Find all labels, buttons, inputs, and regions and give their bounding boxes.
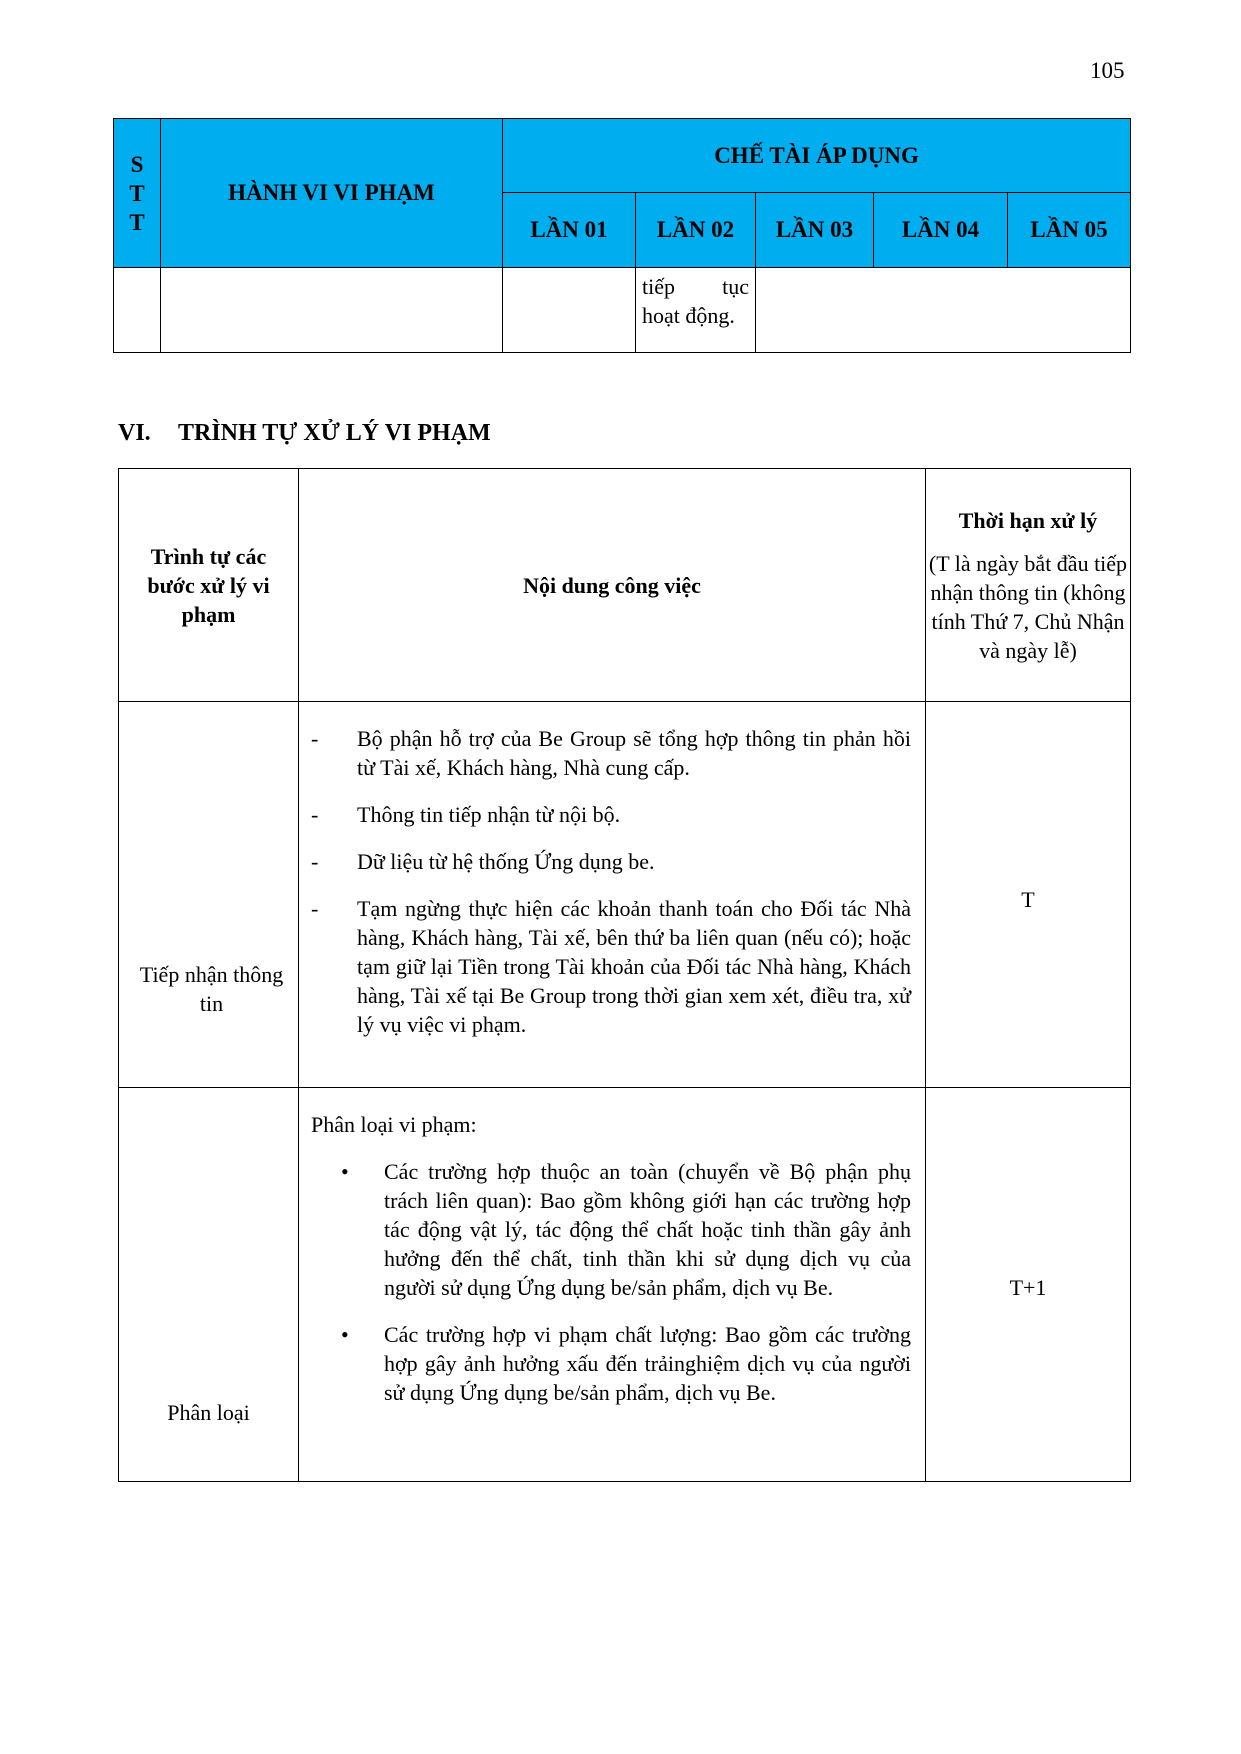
deadline-cell-receive [926, 702, 1131, 1088]
time-header-3: LẦN 03 [756, 193, 874, 268]
time-header-4: LẦN 04 [874, 193, 1008, 268]
time-header-1: LẦN 01 [503, 193, 636, 268]
lan02-text: tiếp tục hoạt động. [642, 274, 749, 328]
lan02-cell [636, 268, 756, 353]
section-title: TRÌNH TỰ XỬ LÝ VI PHẠM [178, 420, 491, 446]
section-heading [118, 420, 491, 447]
sanctions-table [113, 118, 1131, 353]
time-header-5: LẦN 05 [1008, 193, 1131, 268]
page-number: 105 [1090, 58, 1125, 83]
stt-cell [114, 268, 161, 353]
time-header-2: LẦN 02 [636, 193, 756, 268]
classify-intro: Phân loại vi phạm: [311, 1112, 477, 1137]
list-item: - Tạm ngừng thực hiện các khoản thanh toán cho Đối tác Nhà hàng, Khách hàng, Tài xế, bên thứ ba liên quan (nếu có); hoặc tạm giữ lại Tiền trong Tài khoản của Đối tác Nhà hàng, Khách hàng, Tài xế tại Be Group trong thời gian xem xét, điều tra, xử lý vụ việc vi phạm. [311, 896, 911, 1037]
deadline-value: T [1021, 887, 1035, 912]
list-item: • Các trường hợp thuộc an toàn (chuyển về Bộ phận phụ trách liên quan): Bao gồm không giới hạn các trường hợp tác động vật lý, tác động thể chất hoặc tinh thần gây ảnh hưởng đến thể chất, tinh thần khi sử dụng dịch vụ của người sử dụng Ứng dụng be/sản phẩm, dịch vụ Be. [341, 1159, 911, 1300]
deadline-note: (T là ngày bắt đầu tiếp nhận thông tin (không tính Thứ 7, Chủ Nhận và ngày lễ) [928, 550, 1128, 663]
list-item: - Dữ liệu từ hệ thống Ứng dụng be. [311, 849, 655, 874]
step-cell-receive [119, 702, 299, 1088]
step-label: Tiếp nhận thông tin [139, 962, 284, 1016]
deadline-header [926, 469, 1131, 702]
step-cell-classify [119, 1088, 299, 1482]
content-cell-receive [299, 702, 926, 1088]
violation-cell [161, 268, 503, 353]
list-item: • Các trường hợp vi phạm chất lượng: Bao gồm các trường hợp gây ảnh hưởng xấu đến trảinghiệm dịch vụ của người sử dụng Ứng dụng be/sản phẩm, dịch vụ Be. [341, 1322, 911, 1405]
violation-header: HÀNH VI VI PHẠM [161, 119, 503, 268]
sanctions-header: CHẾ TÀI ÁP DỤNG [503, 119, 1131, 193]
deadline-title: Thời hạn xử lý [958, 507, 1098, 533]
content-cell-classify [299, 1088, 926, 1482]
section-number: VI. [118, 420, 151, 446]
lan01-cell [503, 268, 636, 353]
deadline-value: T+1 [1009, 1275, 1047, 1300]
step-label: Phân loại [167, 1400, 250, 1425]
content-header: Nội dung công việc [299, 469, 926, 702]
list-item: - Bộ phận hỗ trợ của Be Group sẽ tổng hợp thông tin phản hồi từ Tài xế, Khách hàng, Nhà cung cấp. [311, 726, 911, 780]
deadline-cell-classify [926, 1088, 1131, 1482]
stt-header: S T T [114, 119, 161, 268]
steps-header: Trình tự các bước xử lý vi phạm [119, 469, 299, 702]
procedure-table [118, 468, 1131, 1482]
lan03-05-cell [756, 268, 1131, 353]
list-item: - Thông tin tiếp nhận từ nội bộ. [311, 802, 621, 827]
